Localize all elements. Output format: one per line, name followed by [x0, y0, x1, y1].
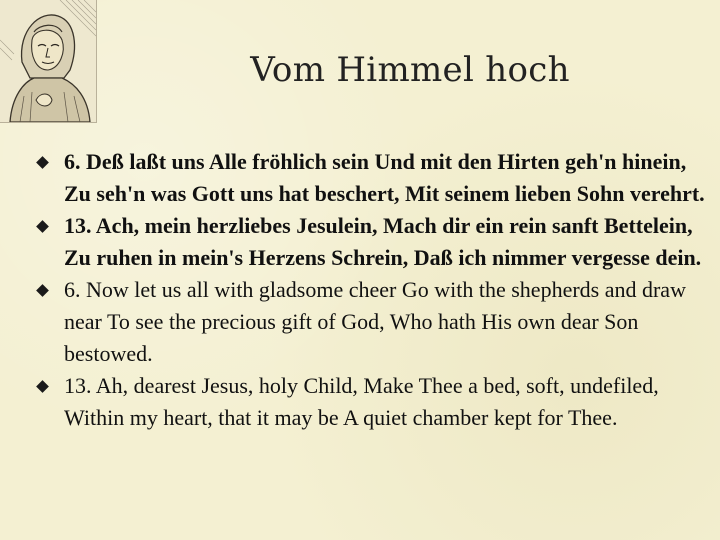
list-item	[38, 210, 710, 274]
diamond-bullet-icon	[36, 156, 49, 169]
diamond-bullet-icon	[36, 220, 49, 233]
list-item	[38, 370, 710, 434]
verse-text: 6. Deß laßt uns Alle fröhlich sein Und mit den Hirten geh'n hinein, Zu seh'n was Gott uns hat beschert, Mit seinem lieben Sohn verehrt.	[64, 149, 705, 206]
verse-text: 13. Ach, mein herzliebes Jesulein, Mach dir ein rein sanft Bettelein, Zu ruhen in mein's Herzens Schrein, Daß ich nimmer vergesse dein.	[64, 213, 702, 270]
list-item	[38, 274, 710, 370]
list-item	[38, 146, 710, 210]
slide-title: Vom Himmel hoch	[250, 50, 570, 90]
verse-text: 6. Now let us all with gladsome cheer Go with the shepherds and draw near To see the precious gift of God, Who hath His own dear Son bestowed.	[64, 277, 686, 366]
diamond-bullet-icon	[36, 284, 49, 297]
verse-text: 13. Ah, dearest Jesus, holy Child, Make Thee a bed, soft, undefiled, Within my heart, that it may be A quiet chamber kept for Thee.	[64, 373, 659, 430]
verse-list	[38, 146, 710, 434]
diamond-bullet-icon	[36, 380, 49, 393]
